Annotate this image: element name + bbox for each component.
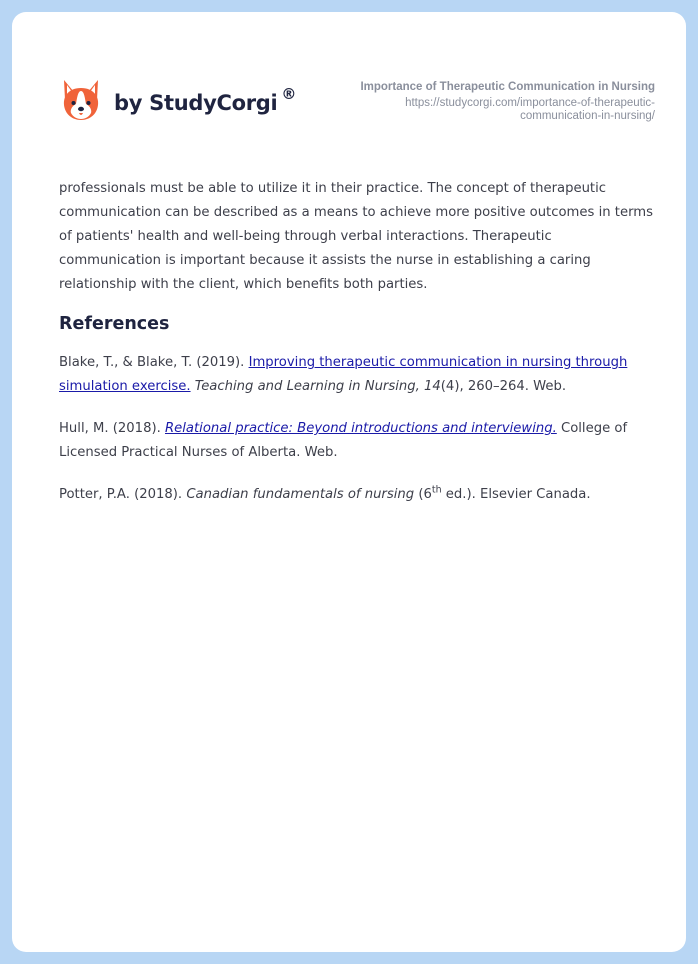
- reference-link[interactable]: [165, 421, 557, 436]
- document-meta: [295, 80, 655, 123]
- reference-journal: Teaching and Learning in Nursing, 14: [194, 379, 441, 394]
- reference-author: Blake, T., & Blake, T. (2019).: [59, 355, 249, 370]
- reference-item: [59, 483, 655, 507]
- reference-author: Potter, P.A. (2018).: [59, 487, 187, 502]
- brand-name: [114, 85, 297, 115]
- brand-text: by StudyCorgi: [114, 91, 278, 115]
- reference-item: [59, 351, 655, 399]
- corgi-logo-icon: [61, 78, 101, 122]
- document-url-line2: communication-in-nursing/: [520, 110, 655, 122]
- reference-link[interactable]: Improving therapeutic communication in nursing through simulation exercise.: [59, 355, 628, 394]
- body-paragraph: professionals must be able to utilize it in their practice. The concept of therapeutic communication can be described as a means to achieve more positive outcomes in terms of patients' health and well-being through verbal interactions. Therapeutic communication is important because it assists the nurse in establishing a caring relationship with the client, which benefits both parties.: [59, 181, 653, 292]
- reference-title: Canadian fundamentals of nursing: [186, 487, 415, 502]
- document-page: [12, 12, 686, 952]
- references-heading: References: [59, 314, 170, 334]
- reference-suffix: (4), 260–264. Web.: [440, 379, 567, 394]
- document-url[interactable]: [295, 97, 655, 123]
- reference-link-text: Relational practice: Beyond introductions and interviewing.: [164, 421, 557, 436]
- reference-edition-sup: th: [431, 484, 442, 496]
- reference-edition: (6: [414, 487, 432, 502]
- document-url-line1: https://studycorgi.com/importance-of-therapeutic-: [405, 97, 655, 109]
- reference-item: [59, 417, 655, 465]
- document-title: Importance of Therapeutic Communication in Nursing: [360, 81, 655, 93]
- registered-mark: ®: [281, 85, 297, 103]
- reference-suffix: College of Licensed Practical Nurses of Alberta. Web.: [59, 421, 628, 460]
- reference-author: Hull, M. (2018).: [59, 421, 165, 436]
- studycorgi-logo[interactable]: [61, 78, 296, 122]
- reference-suffix: ed.). Elsevier Canada.: [441, 487, 591, 502]
